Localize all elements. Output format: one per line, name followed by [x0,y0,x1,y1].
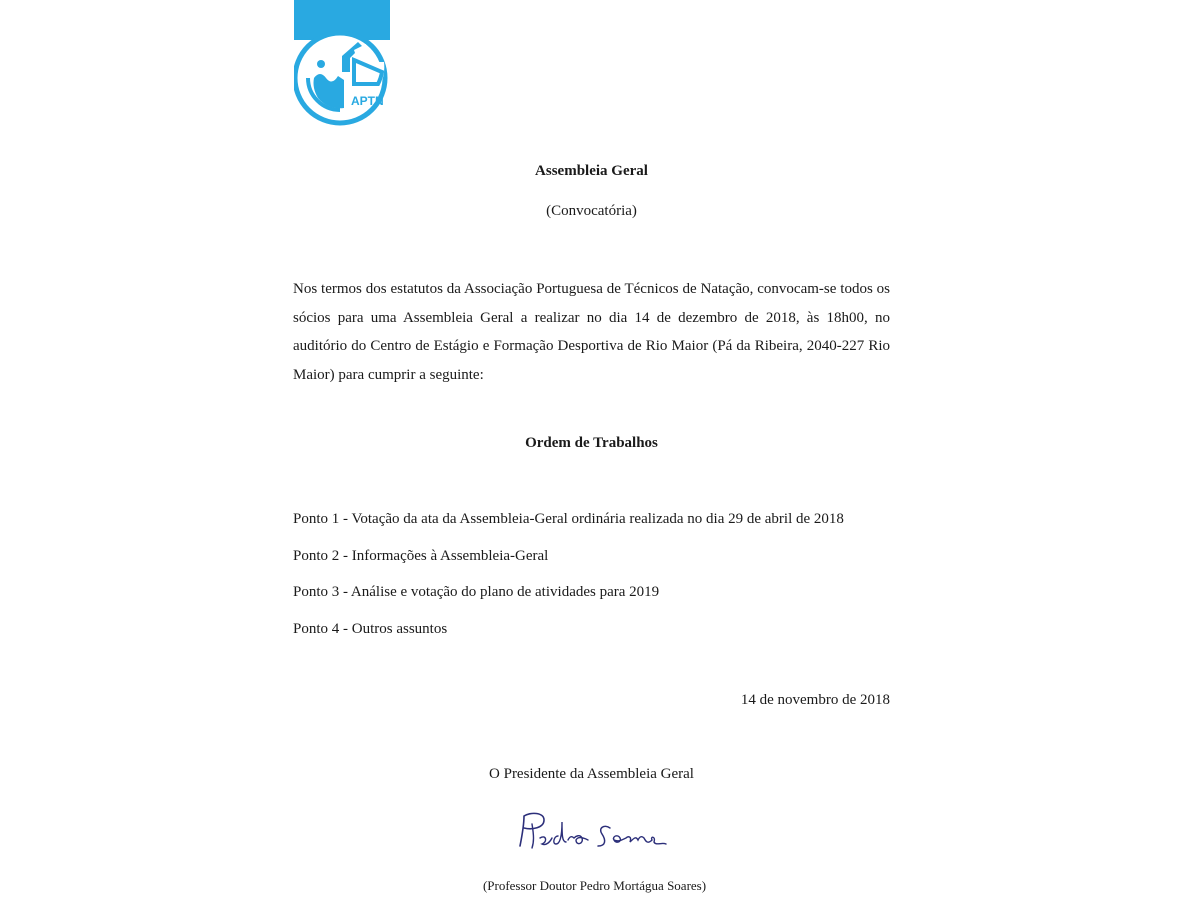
handwritten-signature [510,806,670,858]
aptn-logo [294,0,390,132]
body-paragraph: Nos termos dos estatutos da Associação Portuguesa de Técnicos de Natação, convocam-se todos os sócios para uma Assembleia Geral a realizar no dia 14 de dezembro de 2018, às 18h00, no auditório do Centro de Estágio e Formação Desportiva de Rio Maior (Pá da Ribeira, 2040-227 Rio Maior) para cumprir a seguinte: [293,281,890,383]
president-label: O Presidente da Assembleia Geral [489,766,694,782]
agenda-item: Ponto 4 - Outros assuntos [293,620,448,637]
document-date: 14 de novembro de 2018 [740,692,890,708]
signature-icon [510,806,670,858]
logo-text: APTN [351,94,384,108]
agenda-item: Ponto 2 - Informações à Assembleia-Geral [293,547,549,564]
document-title: Assembleia Geral [535,163,648,179]
document-subtitle: (Convocatória) [546,203,637,219]
agenda-item: Ponto 1 - Votação da ata da Assembleia-Geral ordinária realizada no dia 29 de abril de 2018 [293,511,844,527]
aptn-logo-icon [294,0,390,132]
agenda-list [293,509,844,655]
agenda-title: Ordem de Trabalhos [525,435,658,451]
signatory-name: (Professor Doutor Pedro Mortágua Soares) [482,878,707,893]
agenda-item: Ponto 3 - Análise e votação do plano de atividades para 2019 [293,584,660,600]
